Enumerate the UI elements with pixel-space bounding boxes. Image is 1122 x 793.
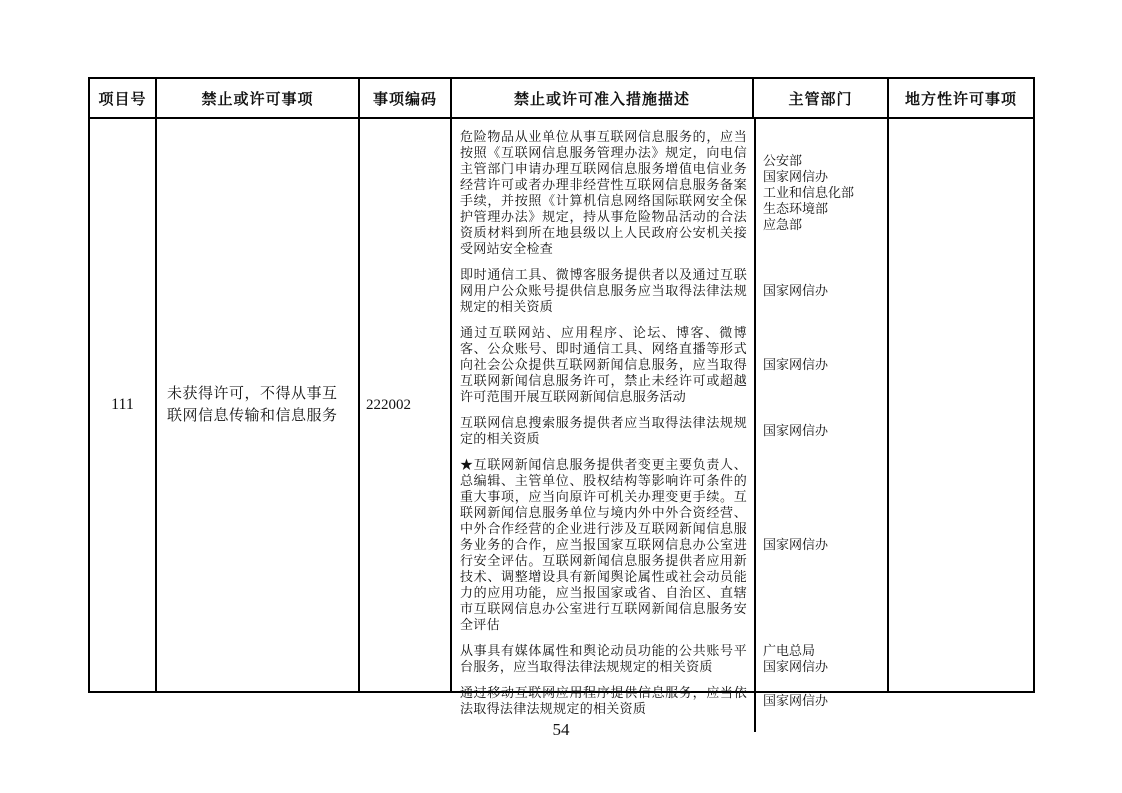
- department: 国家网信办: [763, 169, 829, 184]
- department: 生态环境部: [763, 201, 829, 216]
- measure-departments: [754, 119, 887, 262]
- header-local-permit: 地方性许可事项: [904, 91, 1017, 108]
- permit-items-table: [88, 77, 1035, 716]
- measure-row: [452, 320, 887, 410]
- measure-description: 通过移动互联网应用程序提供信息服务，应当依法取得法律法规规定的相关资质: [460, 685, 747, 716]
- measure-description: 危险物品从业单位从事互联网信息服务的，应当按照《互联网信息服务管理办法》规定，向电信主管部门申请办理互联网信息服务增值电信业务经营许可或者办理非经营性互联网信息服务备案手续，并按照《计算机信息网络国际联网安全保护管理办法》规定，持从事危险物品活动的合法资质材料到所在地县级以上人民政府公安机关接受网站安全检查: [460, 129, 747, 256]
- measure-description: ★互联网新闻信息服务提供者变更主要负责人、总编辑、主管单位、股权结构等影响许可条件的重大事项，应当向原许可机关办理变更手续。互联网新闻信息服务单位与境内外中外合资经营、中外合作经营的企业进行涉及互联网新闻信息服务业务的合作，应当报国家互联网信息办公室进行安全评估。互联网新闻信息服务提供者应用新技术、调整增设具有新闻舆论属性或社会动员能力的应用功能，应当报国家或省、自治区、直辖市互联网信息办公室进行互联网新闻信息服务安全评估: [460, 457, 747, 632]
- measures-and-departments: [452, 119, 889, 716]
- measure-row: [452, 119, 887, 262]
- measure-departments: [754, 680, 887, 722]
- header-item-code: 事项编码: [360, 79, 452, 117]
- header-item-number: 项目号: [90, 79, 157, 117]
- department: 国家网信办: [763, 659, 829, 674]
- department: 国家网信办: [763, 423, 829, 438]
- table-row: [90, 119, 1033, 716]
- measure-row: [452, 638, 887, 680]
- department: 国家网信办: [763, 357, 829, 372]
- department: 公安部: [763, 153, 803, 168]
- local-permit-cell: [889, 119, 1033, 691]
- measure-row: [452, 410, 887, 452]
- measure-departments: [754, 320, 887, 410]
- department: 国家网信办: [763, 537, 829, 552]
- department: 广电总局: [763, 643, 816, 658]
- measure-description: 通过互联网站、应用程序、论坛、博客、微博客、公众账号、即时通信工具、网络直播等形式向社会公众提供互联网新闻信息服务，应当取得互联网新闻信息服务许可，禁止未经许可或超越许可范围开展互联网新闻信息服务活动: [460, 325, 747, 404]
- header-item-name: 禁止或许可事项: [157, 79, 360, 117]
- measure-description: 从事具有媒体属性和舆论动员功能的公共账号平台服务，应当取得法律法规规定的相关资质: [460, 643, 747, 674]
- department: 应急部: [763, 217, 803, 232]
- measure-description: 互联网信息搜索服务提供者应当取得法律法规规定的相关资质: [460, 415, 747, 446]
- measure-description: 即时通信工具、微博客服务提供者以及通过互联网用户公众账号提供信息服务应当取得法律法规规定的相关资质: [460, 267, 747, 314]
- item-code-cell: 222002: [360, 119, 452, 691]
- measure-departments: [754, 410, 887, 452]
- measure-row: [452, 452, 887, 638]
- measure-departments: [754, 452, 887, 638]
- department: 国家网信办: [763, 693, 829, 708]
- measure-row: [452, 262, 887, 320]
- department: 国家网信办: [763, 283, 829, 298]
- measure-row: [452, 680, 887, 722]
- department: 工业和信息化部: [763, 185, 855, 200]
- table-header-row: [90, 79, 1033, 119]
- measure-departments: [754, 638, 887, 680]
- item-name-text: 未获得许可，不得从事互联网信息传输和信息服务: [167, 386, 338, 424]
- header-department: 主管部门: [754, 79, 889, 117]
- header-measure-description: 禁止或许可准入措施描述: [452, 79, 754, 117]
- page-number: 54: [552, 720, 570, 739]
- measure-departments: [754, 262, 887, 320]
- item-name-cell: [157, 119, 360, 691]
- item-number-cell: 111: [90, 119, 157, 691]
